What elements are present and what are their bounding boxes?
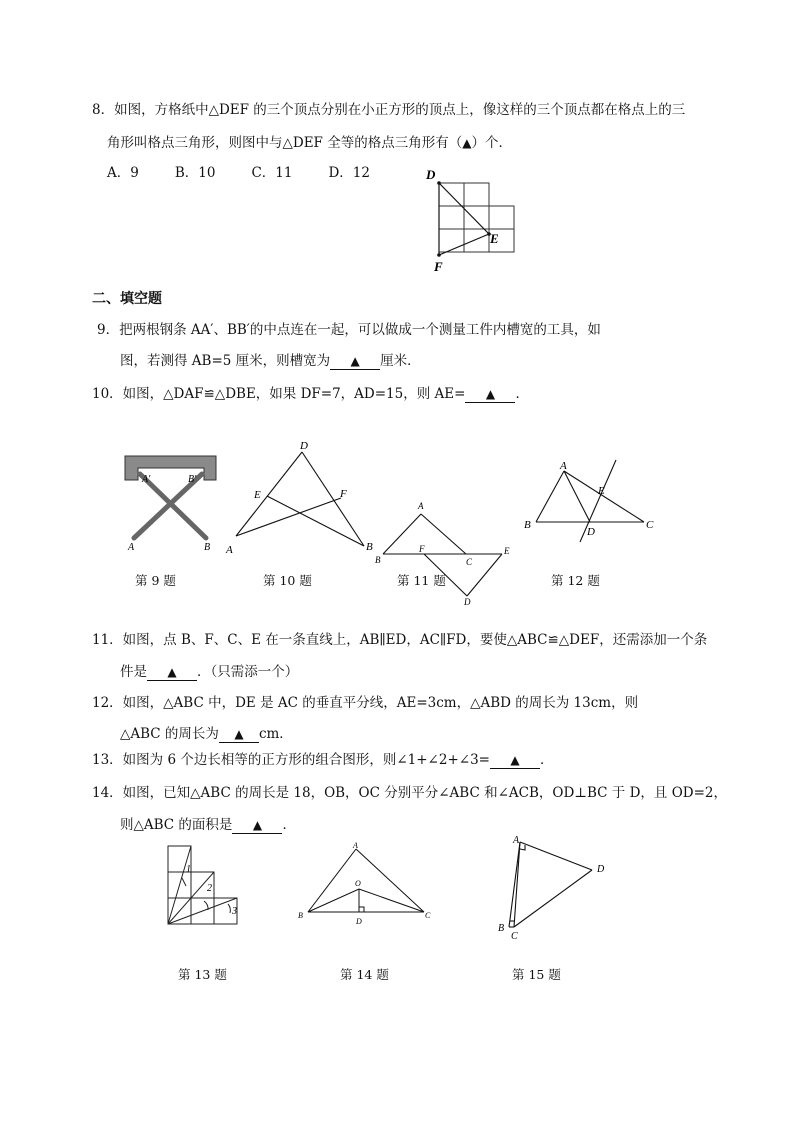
answer-mark: ▲ bbox=[252, 818, 263, 832]
label-c: C bbox=[511, 931, 518, 942]
q10-line bbox=[92, 384, 529, 404]
answer-mark: ▲ bbox=[485, 387, 496, 401]
q8-line2 bbox=[107, 133, 512, 153]
q8-figure bbox=[425, 165, 525, 275]
label-e: E bbox=[504, 546, 510, 556]
label-b: B bbox=[366, 541, 373, 553]
q12-text-b: cm． bbox=[258, 726, 293, 742]
answer-mark: ▲ bbox=[167, 665, 177, 679]
q11-text-b: ．（只需添一个） bbox=[197, 664, 299, 680]
fig10-diagram bbox=[222, 436, 382, 561]
label-d: D bbox=[356, 917, 362, 926]
angle-label-2: 2 bbox=[207, 883, 212, 894]
label-a-prime: A′ bbox=[142, 474, 151, 485]
q10-text-a: 10．如图，△DAF≌△DBE，如果 DF=7，AD=15，则 AE= bbox=[92, 386, 466, 402]
label-c: C bbox=[466, 557, 473, 567]
label-e: E bbox=[490, 231, 499, 246]
q8-text-b: ）个． bbox=[471, 135, 512, 151]
label-d: D bbox=[426, 167, 436, 182]
fig12-diagram bbox=[518, 456, 663, 548]
fig15-caption: 第 15 题 bbox=[512, 967, 561, 982]
option-c: C．11 bbox=[251, 165, 293, 181]
fig11-caption: 第 11 题 bbox=[397, 573, 446, 588]
q9-text-b: 厘米． bbox=[380, 353, 421, 369]
label-a: A bbox=[353, 841, 358, 850]
q8-text-a: 角形叫格点三角形，则图中与△DEF 全等的格点三角形有（ bbox=[107, 135, 463, 151]
answer-blank bbox=[232, 817, 282, 834]
label-a: A bbox=[418, 501, 424, 511]
answer-mark: ▲ bbox=[350, 354, 360, 368]
label-b: B bbox=[204, 542, 211, 553]
q13-text-a: 13．如图为 6 个边长相等的正方形的组合图形，则∠1+∠2+∠3= bbox=[92, 752, 490, 768]
label-d: D bbox=[464, 597, 471, 607]
q14-line2 bbox=[120, 815, 296, 835]
q11-text-a: 件是 bbox=[120, 664, 147, 680]
fig9-diagram bbox=[118, 450, 228, 555]
label-e: E bbox=[598, 485, 605, 497]
answer-blank bbox=[219, 726, 259, 743]
answer-mark: ▲ bbox=[510, 753, 520, 767]
option-b: B．10 bbox=[174, 165, 216, 181]
option-d: D．12 bbox=[328, 165, 370, 181]
q13-line bbox=[92, 750, 554, 770]
label-a: A bbox=[513, 835, 520, 846]
label-a: A bbox=[560, 460, 567, 472]
q9-text-a: 图，若测得 AB=5 厘米，则槽宽为 bbox=[120, 353, 331, 369]
answer-blank bbox=[465, 386, 515, 403]
q14-text-a: 则△ABC 的面积是 bbox=[120, 817, 233, 833]
answer-mark: ▲ bbox=[234, 727, 244, 741]
fig13-diagram bbox=[160, 838, 260, 928]
label-d: D bbox=[300, 440, 308, 452]
answer-mark: ▲ bbox=[462, 136, 472, 150]
answer-blank bbox=[147, 664, 197, 681]
option-a: A．9 bbox=[107, 165, 139, 181]
answer-blank bbox=[490, 752, 540, 769]
label-b: B bbox=[298, 911, 303, 920]
q14-text-b: ． bbox=[282, 817, 296, 833]
q8-options bbox=[107, 163, 406, 183]
label-f: F bbox=[434, 259, 443, 274]
label-d: D bbox=[597, 864, 605, 875]
section-heading: 二、填空题 bbox=[92, 291, 162, 307]
fig9-caption: 第 9 题 bbox=[135, 573, 176, 588]
label-a: A bbox=[226, 544, 233, 556]
answer-blank bbox=[330, 353, 380, 370]
fig10-caption: 第 10 题 bbox=[263, 573, 312, 588]
label-b: B bbox=[498, 923, 505, 934]
q11-line1: 11．如图，点 B、F、C、E 在一条直线上，AB∥ED，AC∥FD，要使△ABC≌△DEF，还需添加一个条 bbox=[92, 632, 708, 648]
label-f: F bbox=[419, 544, 425, 554]
q9-line1: 9．把两根钢条 AA′、BB′的中点连在一起，可以做成一个测量工件内槽宽的工具，如 bbox=[97, 322, 601, 338]
label-a: A bbox=[128, 542, 135, 553]
label-b: B bbox=[375, 555, 381, 565]
label-d: D bbox=[587, 526, 595, 538]
fig14-caption: 第 14 题 bbox=[340, 967, 389, 982]
label-c: C bbox=[646, 519, 654, 531]
q9-line2 bbox=[120, 351, 421, 371]
label-f: F bbox=[340, 488, 347, 500]
label-b: B bbox=[524, 519, 531, 531]
label-c: C bbox=[425, 911, 431, 920]
q12-line2 bbox=[120, 724, 293, 744]
q13-text-b: ． bbox=[540, 752, 554, 768]
q14-line1: 14．如图，已知△ABC 的周长是 18，OB，OC 分别平分∠ABC 和∠ACB，OD⊥BC 于 D，且 OD=2， bbox=[92, 785, 727, 801]
label-b-prime: B′ bbox=[188, 474, 197, 485]
fig14-diagram bbox=[294, 838, 439, 928]
fig13-caption: 第 13 题 bbox=[178, 967, 227, 982]
fig15-diagram bbox=[480, 834, 625, 944]
q12-text-a: △ABC 的周长为 bbox=[120, 726, 219, 742]
fig12-caption: 第 12 题 bbox=[551, 573, 600, 588]
angle-label-1: 1 bbox=[186, 864, 191, 875]
q11-line2 bbox=[120, 662, 298, 682]
label-o: O bbox=[355, 879, 361, 888]
q12-line1: 12．如图，△ABC 中，DE 是 AC 的垂直平分线，AE=3cm，△ABD 的周长为 13cm，则 bbox=[92, 695, 639, 711]
q8-line1: 8．如图，方格纸中△DEF 的三个顶点分别在小正方形的顶点上，像这样的三个顶点都在格点上的三 bbox=[92, 102, 686, 118]
q10-text-b: ． bbox=[515, 386, 529, 402]
fig11-diagram bbox=[373, 498, 523, 610]
label-e: E bbox=[254, 489, 261, 501]
angle-label-3: 3 bbox=[232, 906, 237, 917]
